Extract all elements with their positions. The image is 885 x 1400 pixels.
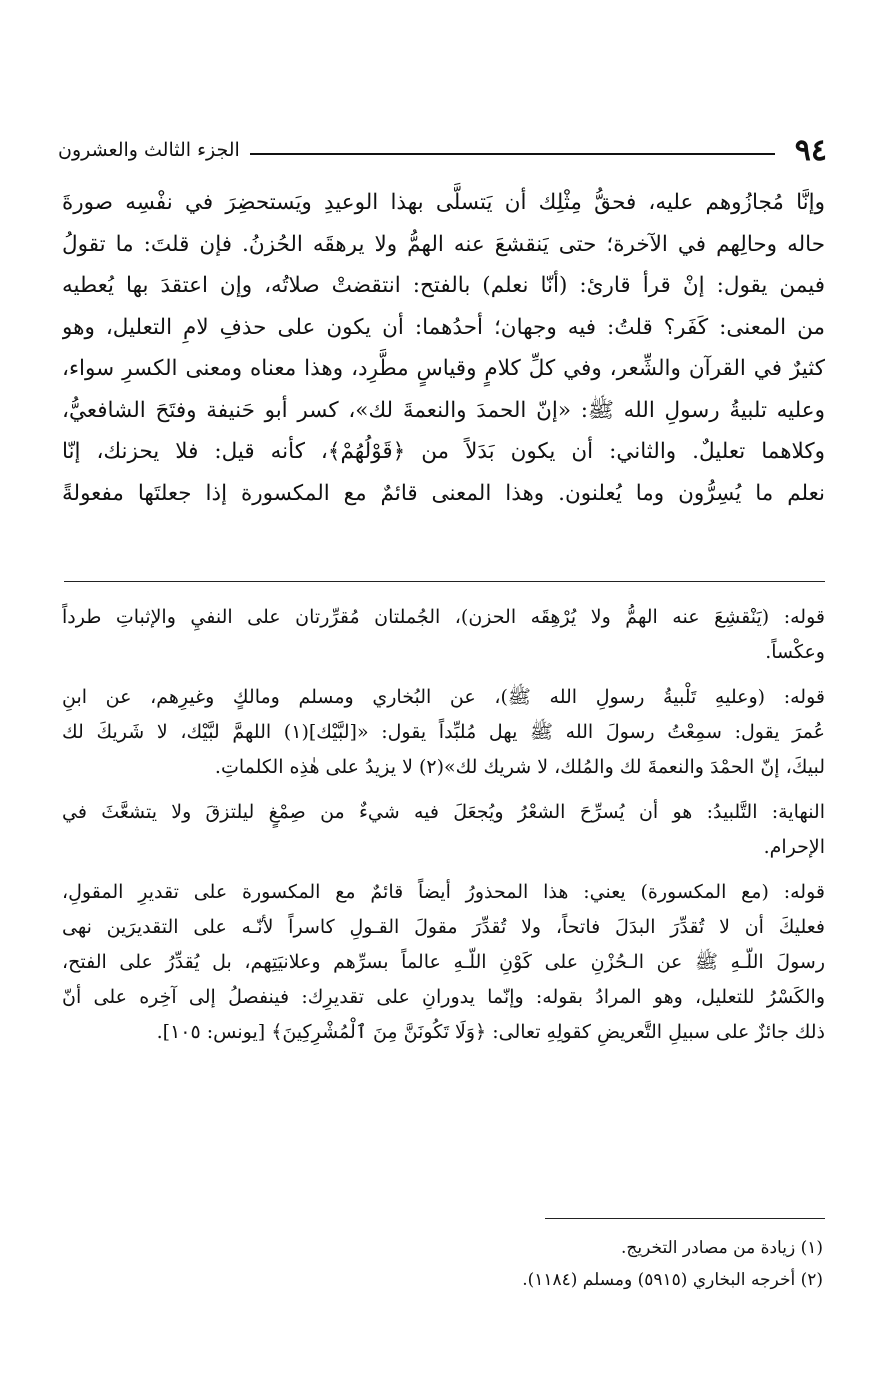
commentary-line: الإحرام.: [763, 836, 825, 858]
main-text-line: وعليه تلبيةُ رسولِ الله ﷺ: «إنّ الحمدَ والنعمةَ لك»، كسر أبو حَنيفة وفتَحَ الشافعيُّ،: [62, 397, 825, 423]
commentary-line: عُمرَ يقول: سمِعْتُ رسولَ الله ﷺ يهل مُلبِّداً يقول: «[لبَّيْك](١) اللهمَّ لبَّيْك، لا شَريكَ لك: [62, 721, 825, 743]
main-text-line: فيمن يقول: إنْ قرأ قارئ: (أنّا نعلم) بالفتح: انتقضتْ صلاتُه، وإن اعتقدَ بها يُعطيه: [62, 273, 825, 298]
commentary-line: قوله: (مع المكسورة) يعني: هذا المحذورُ أيضاً قائمٌ مع المكسورة على تقديرِ المقولِ،: [62, 881, 825, 903]
running-title: الجزء الثالث والعشرون: [58, 139, 240, 161]
commentary-line: والكَسْرُ للتعليل، وهو المرادُ بقوله: وإنّما يدورانِ على تقديرِك: فينفصلُ إلى آخِره على أنّ: [62, 986, 825, 1008]
footnote-item: (١) زيادة من مصادر التخريج.: [621, 1238, 823, 1258]
commentary-line: وعكْساً.: [765, 641, 825, 663]
page-header: [58, 128, 827, 172]
commentary-line: قوله: (وعليهِ تَلْبيةُ رسولِ الله ﷺ)، عن البُخاري ومسلم ومالكٍ وغيرِهم، عن ابنِ: [62, 686, 825, 708]
commentary-line: رسولَ اللّـهِ ﷺ عن الـحُزْنِ على كَوْنِ اللّـهِ عالماً بسرِّهم وعلانيَتِهم، بل يُقدِّرُ على الفتح،: [62, 951, 825, 973]
main-text-divider: [64, 581, 825, 582]
page-number: ٩٤: [794, 132, 827, 168]
commentary-line: قوله: (يَنْقشِعَ عنه الهمُّ ولا يُرْهِقَه الحزن)، الجُملتان مُقرِّرتان على النفيِ والإثباتِ طرداً: [62, 606, 825, 628]
main-text-block: [62, 182, 825, 514]
main-text-line: وكلاهما تعليلٌ. والثاني: أن يكون بَدَلاً من ﴿قَوْلُهُمْ﴾، كأنه قيل: فلا يحزنك، إنّا: [62, 439, 825, 464]
main-text-line: من المعنى: كَفَر؟ قلتُ: فيه وجهان؛ أحدُهما: أن يكون على حذفِ لامِ التعليل، وهو: [62, 314, 825, 340]
header-rule: [250, 153, 775, 155]
commentary-paragraph: [62, 680, 825, 785]
main-text-line: كثيرٌ في القرآن والشِّعر، وفي كلِّ كلامٍ وقياسٍ مطَّرِد، وهذا معناه ومعنى الكسرِ سواء،: [62, 356, 825, 381]
commentary-line: ذلك جائزٌ على سبيلِ التَّعريضِ كقولِهِ تعالى: ﴿وَلَا تَكُونَنَّ مِنَ ٱلْمُشْرِكِينَ﴾ [يونس: ١٠٥].: [156, 1021, 825, 1043]
commentary-line: لبيكَ، إنّ الحمْدَ والنعمةَ لك والمُلك، لا شريك لك»(٢) لا يزيدُ على هٰذِه الكلماتِ.: [214, 756, 825, 778]
main-text-line: حاله وحالِهم في الآخرة؛ حتى يَنقشعَ عنه الهمُّ ولا يرهقَه الحُزنُ. فإن قلتَ: ما تقولُ: [62, 231, 825, 257]
main-text-line: نعلم ما يُسِرُّون وما يُعلنون. وهذا المعنى قائمٌ مع المكسورة إذا جعلتَها مفعولةً: [62, 480, 825, 506]
commentary-line: فعليكَ أن لا تُقدِّرَ البدَلَ فاتحاً، ولا تُقدِّرَ مقولَ القـولِ كاسراً لأنّـه على التقديرَين نهى: [62, 916, 825, 938]
footnote-divider: [545, 1218, 825, 1219]
footnotes-block: [62, 1232, 823, 1296]
commentary-paragraph: [62, 600, 825, 670]
commentary-line: النهاية: التَّلبيدُ: هو أن يُسرِّحَ الشعْرُ ويُجعَلَ فيه شيءٌ من صِمْغٍ ليلتزقَ ولا يتشعَّثَ في: [62, 801, 825, 823]
commentary-block: [62, 600, 825, 1060]
main-text-line: وإنَّا مُجازُوهم عليه، فحقُّ مِثْلِك أن يَتسلَّى بهذا الوعيدِ ويَستحضِرَ في نفْسِه صورةَ: [62, 190, 825, 215]
commentary-paragraph: [62, 795, 825, 865]
footnote-item: (٢) أخرجه البخاري (٥٩١٥) ومسلم (١١٨٤).: [522, 1270, 823, 1290]
commentary-paragraph: [62, 875, 825, 1050]
